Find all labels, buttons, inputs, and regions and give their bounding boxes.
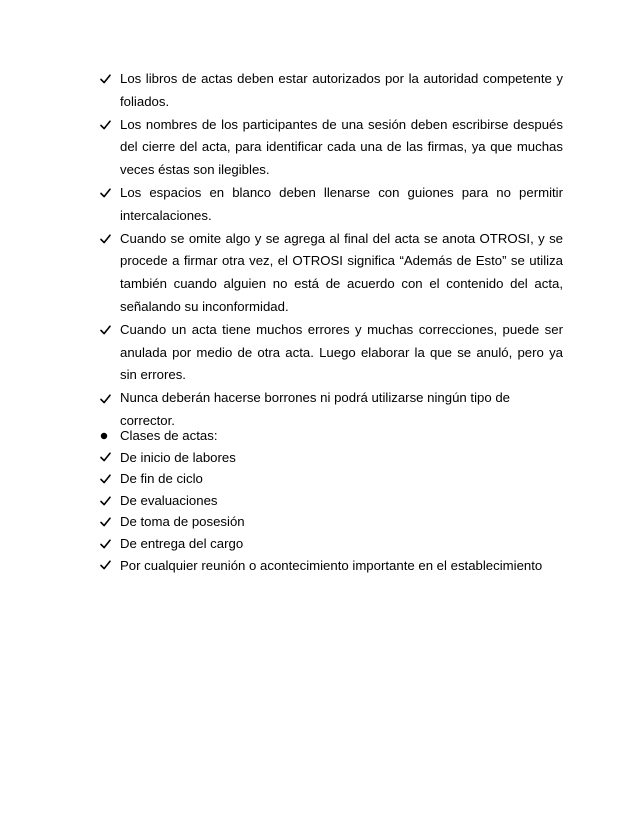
type-text: De evaluaciones — [120, 492, 218, 508]
rule-text: Cuando se omite algo y se agrega al final del acta se anota OTROSI, y se procede a firmar otra vez, el OTROSI significa “Además de Esto” se utiliza también cuando alguien no está de acuerdo con el contenido del acta, señalando su inconformidad. — [120, 230, 563, 314]
type-text: De entrega del cargo — [120, 535, 244, 551]
rule-text: Cuando un acta tiene muchos errores y muchas correcciones, puede ser anulada por medio de otra acta. Luego elaborar la que se anuló, pero ya sin errores. — [120, 321, 563, 383]
rules-list — [100, 68, 563, 433]
rule-text: Los espacios en blanco deben llenarse con guiones para no permitir intercalaciones. — [120, 184, 563, 223]
rule-text: Nunca deberán hacerse borrones ni podrá utilizarse ningún tipo de corrector. — [120, 390, 511, 428]
type-text: De inicio de labores — [120, 449, 236, 465]
check-icon — [100, 228, 114, 251]
list-item — [100, 114, 563, 182]
check-icon — [100, 182, 114, 205]
check-icon — [100, 511, 114, 533]
list-item — [100, 68, 563, 114]
types-list — [100, 425, 563, 576]
list-item — [100, 511, 563, 533]
list-item — [100, 555, 563, 577]
list-item — [100, 228, 563, 319]
check-icon — [100, 319, 114, 342]
list-item — [100, 319, 563, 387]
check-icon — [100, 114, 114, 137]
check-icon — [100, 555, 114, 577]
list-item — [100, 447, 563, 469]
check-icon — [100, 387, 114, 410]
list-item — [100, 468, 563, 490]
type-text: De toma de posesión — [120, 514, 245, 530]
rule-text: Los nombres de los participantes de una sesión deben escribirse después del cierre del acta, para identificar cada una de las firmas, ya que muchas veces éstas son ilegibles. — [120, 116, 563, 178]
bullet-icon — [100, 425, 114, 447]
check-icon — [100, 68, 114, 91]
list-item — [100, 533, 563, 555]
type-text: De fin de ciclo — [120, 471, 203, 487]
list-heading — [100, 425, 563, 447]
check-icon — [100, 447, 114, 469]
type-text: Por cualquier reunión o acontecimiento importante en el establecimiento — [120, 557, 543, 573]
types-heading-text: Clases de actas: — [120, 428, 218, 443]
check-icon — [100, 533, 114, 555]
check-icon — [100, 468, 114, 490]
list-item — [100, 490, 563, 512]
list-item — [100, 182, 563, 228]
check-icon — [100, 490, 114, 512]
rule-text: Los libros de actas deben estar autorizados por la autoridad competente y foliados. — [120, 71, 563, 109]
